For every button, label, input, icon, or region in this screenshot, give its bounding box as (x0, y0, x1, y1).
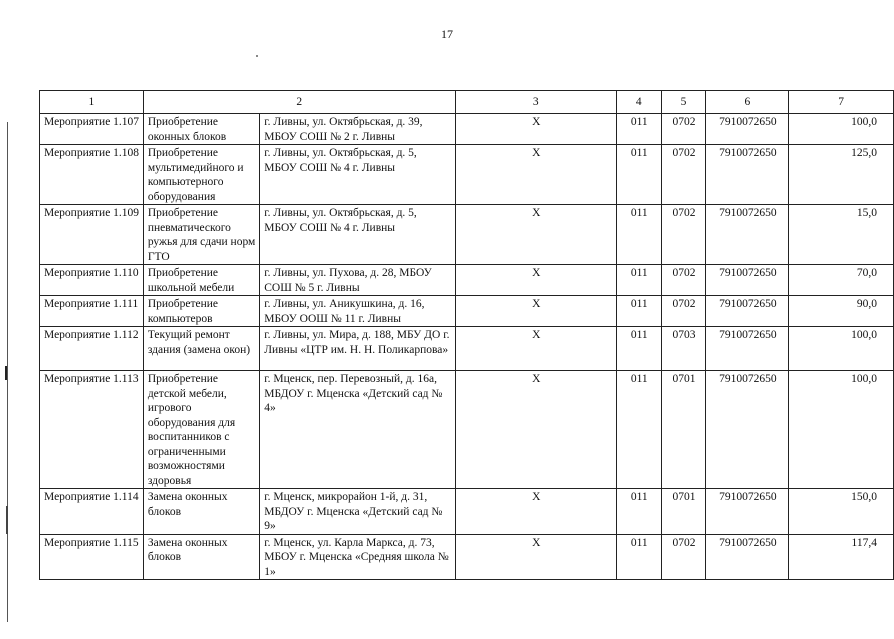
table-row (40, 489, 894, 535)
target-article-cell: 7910072650 (706, 205, 789, 265)
amount-cell: 125,0 (789, 145, 894, 205)
table-row (40, 145, 894, 205)
mark-cell: X (455, 265, 616, 296)
event-cell: Мероприятие 1.109 (40, 205, 144, 265)
address-cell: г. Ливны, ул. Мира, д. 188, МБУ ДО г. Ливны «ЦТР им. Н. Н. Поликарпова» (260, 327, 455, 371)
event-cell: Мероприятие 1.107 (40, 114, 144, 145)
event-cell: Мероприятие 1.113 (40, 371, 144, 489)
event-cell: Мероприятие 1.111 (40, 296, 144, 327)
mark-cell: X (455, 371, 616, 489)
section-cell: 0702 (661, 114, 706, 145)
name-cell: Приобретение компьютеров (143, 296, 259, 327)
amount-cell: 150,0 (789, 489, 894, 535)
target-article-cell: 7910072650 (706, 145, 789, 205)
mark-cell: X (455, 205, 616, 265)
mark-cell: X (455, 534, 616, 580)
table-row (40, 371, 894, 489)
table-row (40, 534, 894, 580)
name-cell: Приобретение детской мебели, игрового оборудования для воспитанников с ограниченными возможностями здоровья (143, 371, 259, 489)
mark-cell: X (455, 489, 616, 535)
address-cell: г. Мценск, пер. Перевозный, д. 16а, МБДОУ г. Мценска «Детский сад № 4» (260, 371, 455, 489)
event-cell: Мероприятие 1.108 (40, 145, 144, 205)
code-cell: 011 (616, 265, 661, 296)
name-cell: Приобретение оконных блоков (143, 114, 259, 145)
header-cell-1: 1 (40, 91, 144, 114)
header-cell-3: 3 (455, 91, 616, 114)
code-cell: 011 (616, 114, 661, 145)
scan-speck (256, 55, 258, 57)
table-row (40, 114, 894, 145)
mark-cell: X (455, 114, 616, 145)
mark-cell: X (455, 145, 616, 205)
section-cell: 0702 (661, 205, 706, 265)
amount-cell: 70,0 (789, 265, 894, 296)
name-cell: Замена оконных блоков (143, 534, 259, 580)
table-row (40, 205, 894, 265)
section-cell: 0701 (661, 371, 706, 489)
section-cell: 0703 (661, 327, 706, 371)
event-cell: Мероприятие 1.112 (40, 327, 144, 371)
address-cell: г. Ливны, ул. Октябрьская, д. 5, МБОУ СОШ № 4 г. Ливны (260, 145, 455, 205)
binding-edge-line (7, 122, 8, 622)
table-row (40, 327, 894, 371)
header-row (40, 91, 894, 114)
target-article-cell: 7910072650 (706, 489, 789, 535)
target-article-cell: 7910072650 (706, 296, 789, 327)
code-cell: 011 (616, 327, 661, 371)
amount-cell: 100,0 (789, 327, 894, 371)
code-cell: 011 (616, 371, 661, 489)
header-cell-4: 4 (616, 91, 661, 114)
code-cell: 011 (616, 296, 661, 327)
target-article-cell: 7910072650 (706, 265, 789, 296)
address-cell: г. Ливны, ул. Октябрьская, д. 5, МБОУ СОШ № 4 г. Ливны (260, 205, 455, 265)
event-cell: Мероприятие 1.115 (40, 534, 144, 580)
target-article-cell: 7910072650 (706, 114, 789, 145)
section-cell: 0702 (661, 296, 706, 327)
mark-cell: X (455, 327, 616, 371)
section-cell: 0702 (661, 265, 706, 296)
amount-cell: 100,0 (789, 114, 894, 145)
code-cell: 011 (616, 534, 661, 580)
section-cell: 0702 (661, 534, 706, 580)
target-article-cell: 7910072650 (706, 371, 789, 489)
address-cell: г. Мценск, ул. Карла Маркса, д. 73, МБОУ г. Мценска «Средняя школа № 1» (260, 534, 455, 580)
binding-mark (6, 506, 8, 534)
target-article-cell: 7910072650 (706, 327, 789, 371)
name-cell: Приобретение школьной мебели (143, 265, 259, 296)
budget-table (39, 90, 894, 580)
section-cell: 0702 (661, 145, 706, 205)
mark-cell: X (455, 296, 616, 327)
code-cell: 011 (616, 205, 661, 265)
address-cell: г. Ливны, ул. Октябрьская, д. 39, МБОУ СОШ № 2 г. Ливны (260, 114, 455, 145)
amount-cell: 90,0 (789, 296, 894, 327)
header-cell-6: 6 (706, 91, 789, 114)
event-cell: Мероприятие 1.114 (40, 489, 144, 535)
amount-cell: 100,0 (789, 371, 894, 489)
amount-cell: 15,0 (789, 205, 894, 265)
event-cell: Мероприятие 1.110 (40, 265, 144, 296)
header-cell-5: 5 (661, 91, 706, 114)
section-cell: 0701 (661, 489, 706, 535)
code-cell: 011 (616, 145, 661, 205)
name-cell: Замена оконных блоков (143, 489, 259, 535)
address-cell: г. Ливны, ул. Пухова, д. 28, МБОУ СОШ № 5 г. Ливны (260, 265, 455, 296)
page-number: 17 (441, 27, 453, 41)
amount-cell: 117,4 (789, 534, 894, 580)
address-cell: г. Ливны, ул. Аникушкина, д. 16, МБОУ ООШ № 11 г. Ливны (260, 296, 455, 327)
code-cell: 011 (616, 489, 661, 535)
name-cell: Приобретение мультимедийного и компьютерного оборудования (143, 145, 259, 205)
header-cell-2: 2 (143, 91, 455, 114)
name-cell: Текущий ремонт здания (замена окон) (143, 327, 259, 371)
address-cell: г. Мценск, микрорайон 1-й, д. 31, МБДОУ г. Мценска «Детский сад № 9» (260, 489, 455, 535)
name-cell: Приобретение пневматического ружья для сдачи норм ГТО (143, 205, 259, 265)
table-row (40, 296, 894, 327)
table-row (40, 265, 894, 296)
target-article-cell: 7910072650 (706, 534, 789, 580)
header-cell-7: 7 (789, 91, 894, 114)
binding-mark (5, 366, 7, 380)
